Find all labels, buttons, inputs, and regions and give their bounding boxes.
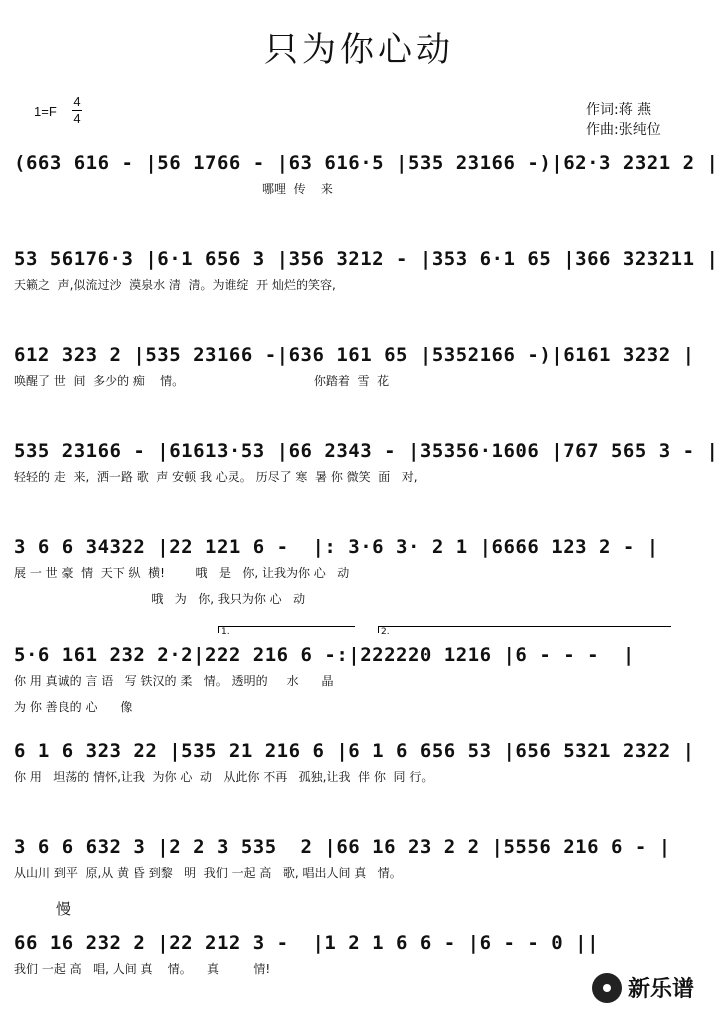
tempo-mark: 慢 [56,900,72,918]
score-line-8 [14,836,704,886]
score-line-7 [14,740,704,790]
lyric-row: 你 用 真诚的 言 语 写 铁汉的 柔 情。 透明的 水 晶 [14,674,334,688]
time-signature-bottom: 4 [73,111,81,126]
lyric-row: 从山川 到平 原,从 黄 昏 到黎 明 我们 一起 高 歌, 唱出人间 真 情。 [14,866,402,880]
time-signature-top: 4 [73,94,81,109]
song-title: 只为你心动 [264,30,454,70]
lyric-row: 轻轻的 走 来, 洒一路 歌 声 安顿 我 心灵。 历尽了 寒 暑 你 微笑 面 对, [14,470,418,484]
lyricist: 作词:蒋 燕 [586,102,652,118]
time-signature [72,94,82,127]
notes: 612 323 2 |535 23166 -|636 161 65 |5352166 -)|6161 3232 | [14,344,695,366]
lyric-row: 展 一 世 豪 情 天下 纵 横! 哦 是 你, 让我为你 心 动 [14,566,350,580]
site-logo [592,972,694,1003]
notes: 53 56176·3 |6·1 656 3 |356 3212 - |353 6·1 65 |366 323211 | [14,248,718,270]
score-line-3 [14,344,704,394]
logo-text: 新乐谱 [628,977,695,1002]
lyric-row: 为 你 善良的 心 像 [14,700,133,714]
lyric-row: 哦 为 你, 我只为你 心 动 [14,592,306,606]
composer: 作曲:张纯位 [586,122,661,138]
lyric-row: 我们 一起 高 唱, 人间 真 情。 真 情! [14,962,271,976]
notes: 3 6 6 632 3 |2 2 3 535 2 |66 16 23 2 2 |5556 216 6 - | [14,836,671,858]
notes: 6 1 6 323 22 |535 21 216 6 |6 1 6 656 53 |656 5321 2322 | [14,740,695,762]
score-line-4 [14,440,718,490]
notes: 3 6 6 34322 |22 121 6 - |: 3·6 3· 2 1 |6666 123 2 - | [14,536,659,558]
score-line-1 [14,152,718,202]
score-line-5 [14,536,704,616]
credits [586,100,661,140]
score-line-2 [14,248,718,298]
notes: 5·6 161 232 2·2|222 216 6 -:|222220 1216 |6 - - - | [14,644,635,666]
lyric-row: 天籁之 声,似流过沙 漠泉水 清 清。为谁绽 开 灿烂的笑容, [14,278,336,292]
second-ending: 2. [378,626,671,633]
key-signature: 1=F [34,104,57,119]
notes: 66 16 232 2 |22 212 3 - |1 2 1 6 6 - |6 - - 0 || [14,932,600,954]
score-line-6 [14,644,704,724]
notes: (663 616 - |56 1766 - |63 616·5 |535 23166 -)|62·3 2321 2 | [14,152,718,174]
vinyl-disc-icon [592,973,622,1003]
lyric-row: 哪哩 传 来 [14,182,333,196]
lyric-row: 你 用 坦荡的 情怀,让我 为你 心 动 从此你 不再 孤独,让我 伴 你 同 行。 [14,770,434,784]
notes: 535 23166 - |61613·53 |66 2343 - |35356·1606 |767 565 3 - | [14,440,718,462]
first-ending: 1. [218,626,355,633]
lyric-row: 唤醒了 世 间 多少的 痴 情。 你踏着 雪 花 [14,374,390,388]
